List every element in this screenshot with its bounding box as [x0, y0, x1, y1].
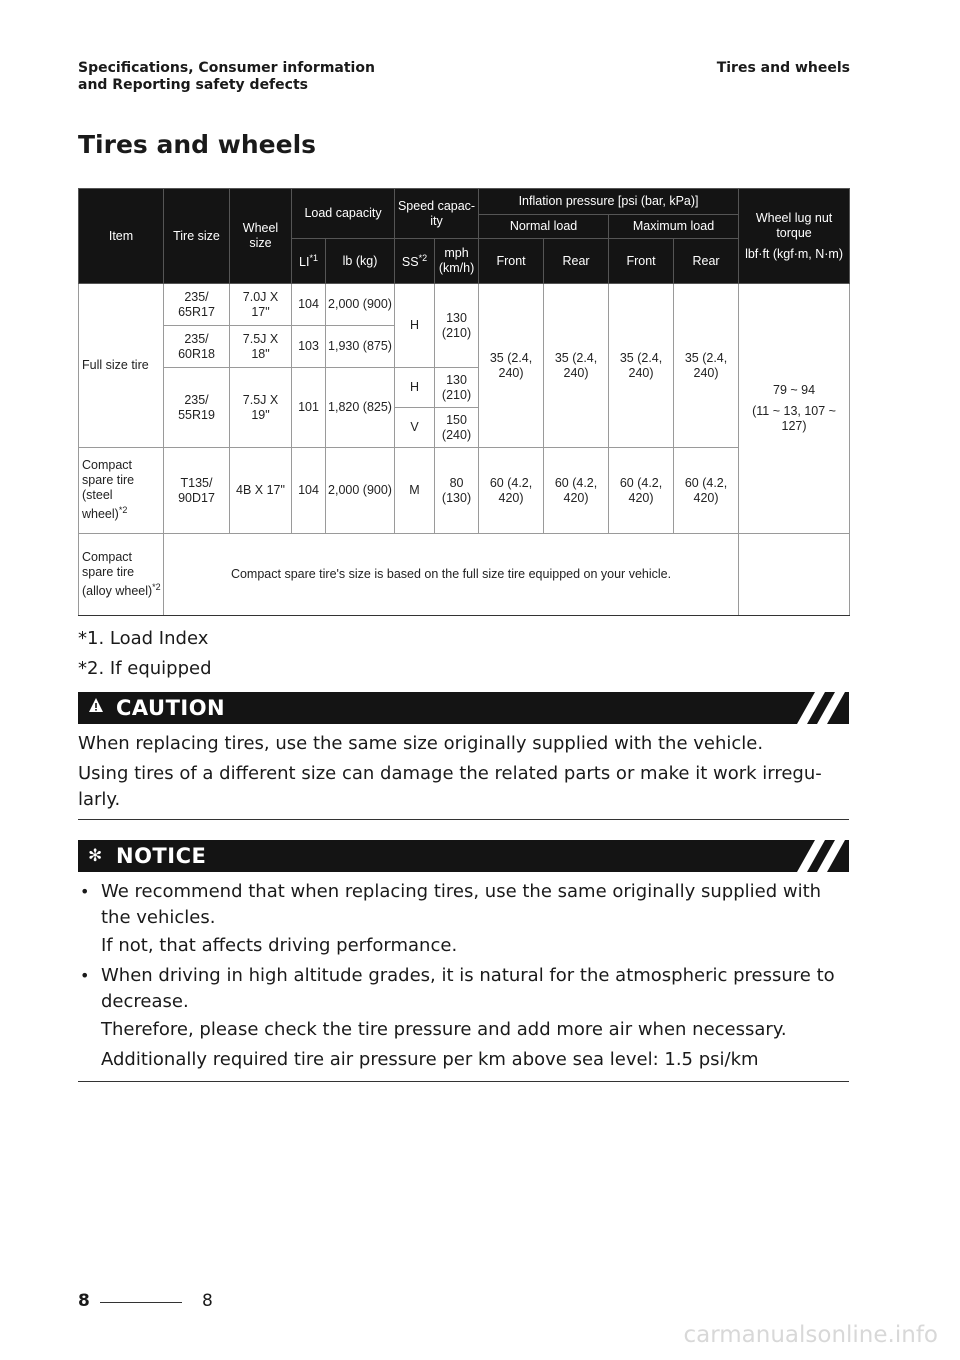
col-header-mph: mph (km/h) — [435, 239, 479, 284]
notice-bullet-2-detail-2: Additionally required tire air pressure per km above sea level: 1.5 psi/km — [101, 1049, 759, 1070]
mph-cell: 80 (130) — [435, 448, 479, 534]
ss-cell: H — [395, 368, 435, 408]
lug-torque-metric: (11 ~ 13, 107 ~ 127) — [752, 404, 836, 433]
col-header-inflation: Inflation pressure [psi (bar, kPa)] — [479, 189, 739, 215]
chapter-heading — [78, 60, 375, 94]
footnote-2: *2. If equipped — [78, 658, 212, 679]
footnote-1: *1. Load Index — [78, 628, 209, 649]
max-rear-pressure: 60 (4.2, 420) — [674, 448, 739, 534]
caution-banner — [78, 692, 849, 724]
li-cell: 104 — [292, 284, 326, 326]
page-number-divider — [100, 1302, 182, 1303]
max-front-pressure: 60 (4.2, 420) — [609, 448, 674, 534]
caution-paragraph-2: Using tires of a different size can damage the related parts or make it work irregu-larly. — [78, 763, 822, 810]
empty-cell — [739, 534, 850, 616]
page-title: Tires and wheels — [78, 130, 317, 159]
col-header-lb-kg: lb (kg) — [326, 239, 395, 284]
col-header-normal-front: Front — [479, 239, 544, 284]
notice-bullet-2: When driving in high altitude grades, it is natural for the atmospheric pressure to decrease. — [101, 965, 835, 1012]
compact-steel-label: Compact spare tire (steel wheel)$^{*2}$ — [79, 448, 164, 534]
caution-divider — [78, 819, 849, 820]
col-header-speed-capacity: Speed capac-ity — [395, 189, 479, 239]
lb-kg-cell: 2,000 (900) — [326, 284, 395, 326]
notice-banner — [78, 840, 849, 872]
section-heading: Tires and wheels — [716, 60, 850, 76]
mph-cell: 150 (240) — [435, 408, 479, 448]
max-rear-pressure: 35 (2.4, 240) — [674, 284, 739, 448]
full-size-tire-label: Full size tire — [79, 284, 164, 448]
notice-bullet-1-detail: If not, that affects driving performance. — [101, 935, 458, 956]
caution-label: CAUTION — [116, 696, 226, 720]
li-cell: 104 — [292, 448, 326, 534]
ss-cell: V — [395, 408, 435, 448]
col-header-tire-size: Tire size — [164, 189, 230, 284]
caution-paragraph-1: When replacing tires, use the same size originally supplied with the vehicle. — [78, 733, 764, 754]
chapter-heading-line2: and Reporting safety defects — [78, 77, 308, 93]
lug-torque-value — [739, 284, 850, 534]
tire-spec-table — [78, 188, 850, 616]
normal-front-pressure: 35 (2.4, 240) — [479, 284, 544, 448]
ss-cell: M — [395, 448, 435, 534]
wheel-size-cell: 7.5J X 19" — [230, 368, 292, 448]
mph-cell: 130 (210) — [435, 368, 479, 408]
banner-stripes-decoration — [759, 840, 849, 872]
page-number-left: 8 — [78, 1291, 90, 1311]
tire-size-cell: T135/ 90D17 — [164, 448, 230, 534]
col-header-wheel-size: Wheel size — [230, 189, 292, 284]
lug-torque-imperial: 79 ~ 94 — [773, 383, 816, 397]
watermark: carmanualsonline.info — [683, 1322, 938, 1348]
notice-bullet-2-detail-1: Therefore, please check the tire pressure and add more air when necessary. — [101, 1019, 787, 1040]
col-header-load-capacity: Load capacity — [292, 189, 395, 239]
col-header-maximum-load: Maximum load — [609, 215, 739, 239]
li-cell: 101 — [292, 368, 326, 448]
col-header-li: LI$^{*1}$ — [292, 239, 326, 284]
compact-alloy-note: Compact spare tire's size is based on the full size tire equipped on your vehicle. — [164, 534, 739, 616]
col-header-max-rear: Rear — [674, 239, 739, 284]
lb-kg-cell: 2,000 (900) — [326, 448, 395, 534]
table-row — [79, 534, 850, 616]
notice-label: NOTICE — [116, 844, 207, 868]
col-header-normal-rear: Rear — [544, 239, 609, 284]
lug-torque-title: Wheel lug nut torque — [755, 210, 833, 240]
warning-triangle-icon — [88, 696, 104, 720]
normal-front-pressure: 60 (4.2, 420) — [479, 448, 544, 534]
wheel-size-cell: 7.0J X 17" — [230, 284, 292, 326]
asterisk-icon: ✻ — [88, 846, 103, 866]
li-cell: 103 — [292, 326, 326, 368]
compact-alloy-label: Compact spare tire (alloy wheel)$^{*2}$ — [79, 534, 164, 616]
col-header-max-front: Front — [609, 239, 674, 284]
wheel-size-cell: 7.5J X 18" — [230, 326, 292, 368]
table-row — [79, 448, 850, 534]
lb-kg-cell: 1,820 (825) — [326, 368, 395, 448]
lug-torque-unit: lbf·ft (kgf·m, N·m) — [745, 246, 843, 261]
col-header-normal-load: Normal load — [479, 215, 609, 239]
max-front-pressure: 35 (2.4, 240) — [609, 284, 674, 448]
normal-rear-pressure: 60 (4.2, 420) — [544, 448, 609, 534]
chapter-heading-line1: Specifications, Consumer information — [78, 60, 375, 76]
wheel-size-cell: 4B X 17" — [230, 448, 292, 534]
col-header-ss: SS$^{*2}$ — [395, 239, 435, 284]
lb-kg-cell: 1,930 (875) — [326, 326, 395, 368]
banner-stripes-decoration — [759, 692, 849, 724]
page-number-right: 8 — [202, 1291, 213, 1311]
bullet-dot-icon: • — [80, 966, 90, 985]
tire-size-cell: 235/ 55R19 — [164, 368, 230, 448]
col-header-item: Item — [79, 189, 164, 284]
bullet-dot-icon: • — [80, 882, 90, 901]
tire-size-cell: 235/ 60R18 — [164, 326, 230, 368]
col-header-lug-torque — [739, 189, 850, 284]
notice-bullet-1: We recommend that when replacing tires, use the same originally supplied with the vehicles. — [101, 881, 822, 928]
table-row — [79, 284, 850, 326]
ss-cell: H — [395, 284, 435, 368]
notice-divider — [78, 1081, 849, 1082]
normal-rear-pressure: 35 (2.4, 240) — [544, 284, 609, 448]
tire-size-cell: 235/ 65R17 — [164, 284, 230, 326]
mph-cell: 130 (210) — [435, 284, 479, 368]
